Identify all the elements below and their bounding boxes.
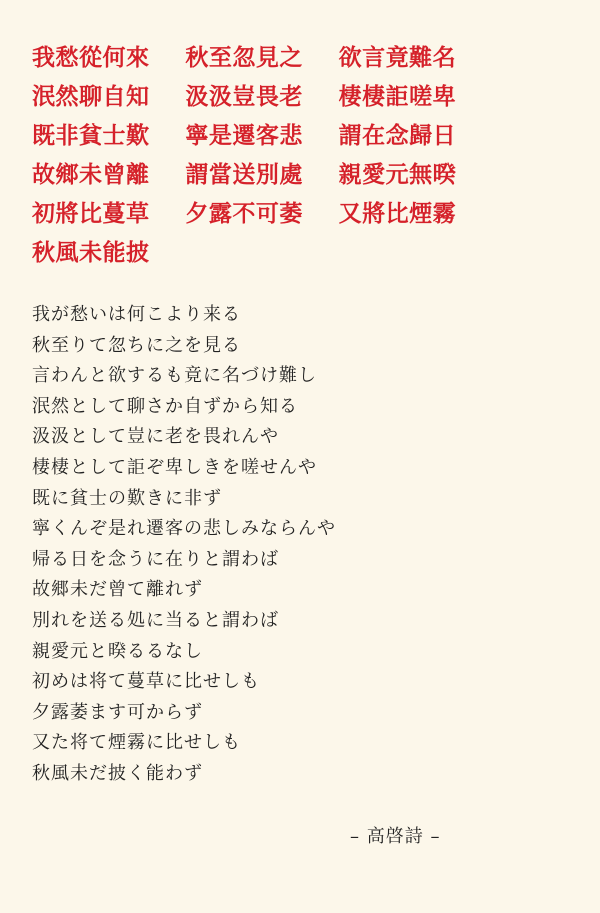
kanshi-phrase: 秋至忽見之	[185, 45, 303, 71]
kanshi-row	[32, 114, 492, 153]
yomikudashi-line: 汲汲として豈に老を畏れんや	[32, 426, 279, 448]
kanshi-row	[32, 36, 492, 75]
yomikudashi-line: 故郷未だ曾て離れず	[32, 579, 203, 601]
kanshi-row	[32, 192, 492, 231]
yomikudashi-line: 泯然として聊さか自ずから知る	[32, 395, 298, 417]
yomikudashi-line: 秋風未だ披く能わず	[32, 762, 203, 784]
kanshi-phrase: 初將比蔓草	[32, 201, 150, 227]
kanshi-phrase: 棲棲詎嗟卑	[338, 84, 457, 110]
kanshi-phrase: 又將比煙霧	[338, 201, 457, 227]
yomikudashi-line: 初めは将て蔓草に比せしも	[32, 671, 260, 693]
kanshi-phrase: 寧是遷客悲	[185, 123, 303, 149]
kanshi-phrase: 泯然聊自知	[32, 84, 150, 110]
kanshi-phrase: 親愛元無暌	[338, 162, 457, 188]
yomikudashi-line: 親愛元と暌るるなし	[32, 640, 203, 662]
yomikudashi-line: 別れを送る処に当ると謂わば	[32, 609, 279, 631]
yomikudashi-line: 夕露萎ます可からず	[32, 701, 203, 723]
kanshi-phrase: 欲言竟難名	[338, 45, 457, 71]
kanshi-original-text	[32, 36, 492, 270]
kanshi-phrase: 既非貧士歎	[32, 123, 150, 149]
kanshi-phrase: 謂在念歸日	[338, 123, 457, 149]
kanshi-row	[32, 153, 492, 192]
yomikudashi-line: 又た将て煙霧に比せしも	[32, 732, 241, 754]
kanshi-phrase: 秋風未能披	[32, 240, 150, 266]
kanshi-row	[32, 75, 492, 114]
yomikudashi-line: 言わんと欲するも竟に名づけ難し	[32, 365, 317, 387]
kanshi-phrase: 夕露不可萎	[185, 201, 303, 227]
kanshi-phrase: 故鄉未曾離	[32, 162, 150, 188]
kanshi-phrase: 汲汲豈畏老	[185, 84, 303, 110]
yomikudashi-line: 我が愁いは何こより来る	[32, 304, 241, 325]
yomikudashi-text	[32, 300, 552, 790]
yomikudashi-line: 帰る日を念うに在りと謂わば	[32, 548, 279, 570]
yomikudashi-line: 寧くんぞ是れ遷客の悲しみならんや	[32, 518, 336, 540]
kanshi-phrase: 我愁從何來	[32, 45, 150, 71]
kanshi-phrase: 謂當送別處	[185, 162, 303, 188]
kanshi-row	[32, 231, 492, 270]
yomikudashi-line: 秋至りて忽ちに之を見る	[32, 334, 241, 356]
yomikudashi-line: 既に貧士の歎きに非ず	[32, 487, 222, 509]
yomikudashi-line: 棲棲として詎ぞ卑しきを嗟せんや	[32, 456, 317, 478]
author-attribution: – 高啓詩 –	[350, 826, 441, 847]
